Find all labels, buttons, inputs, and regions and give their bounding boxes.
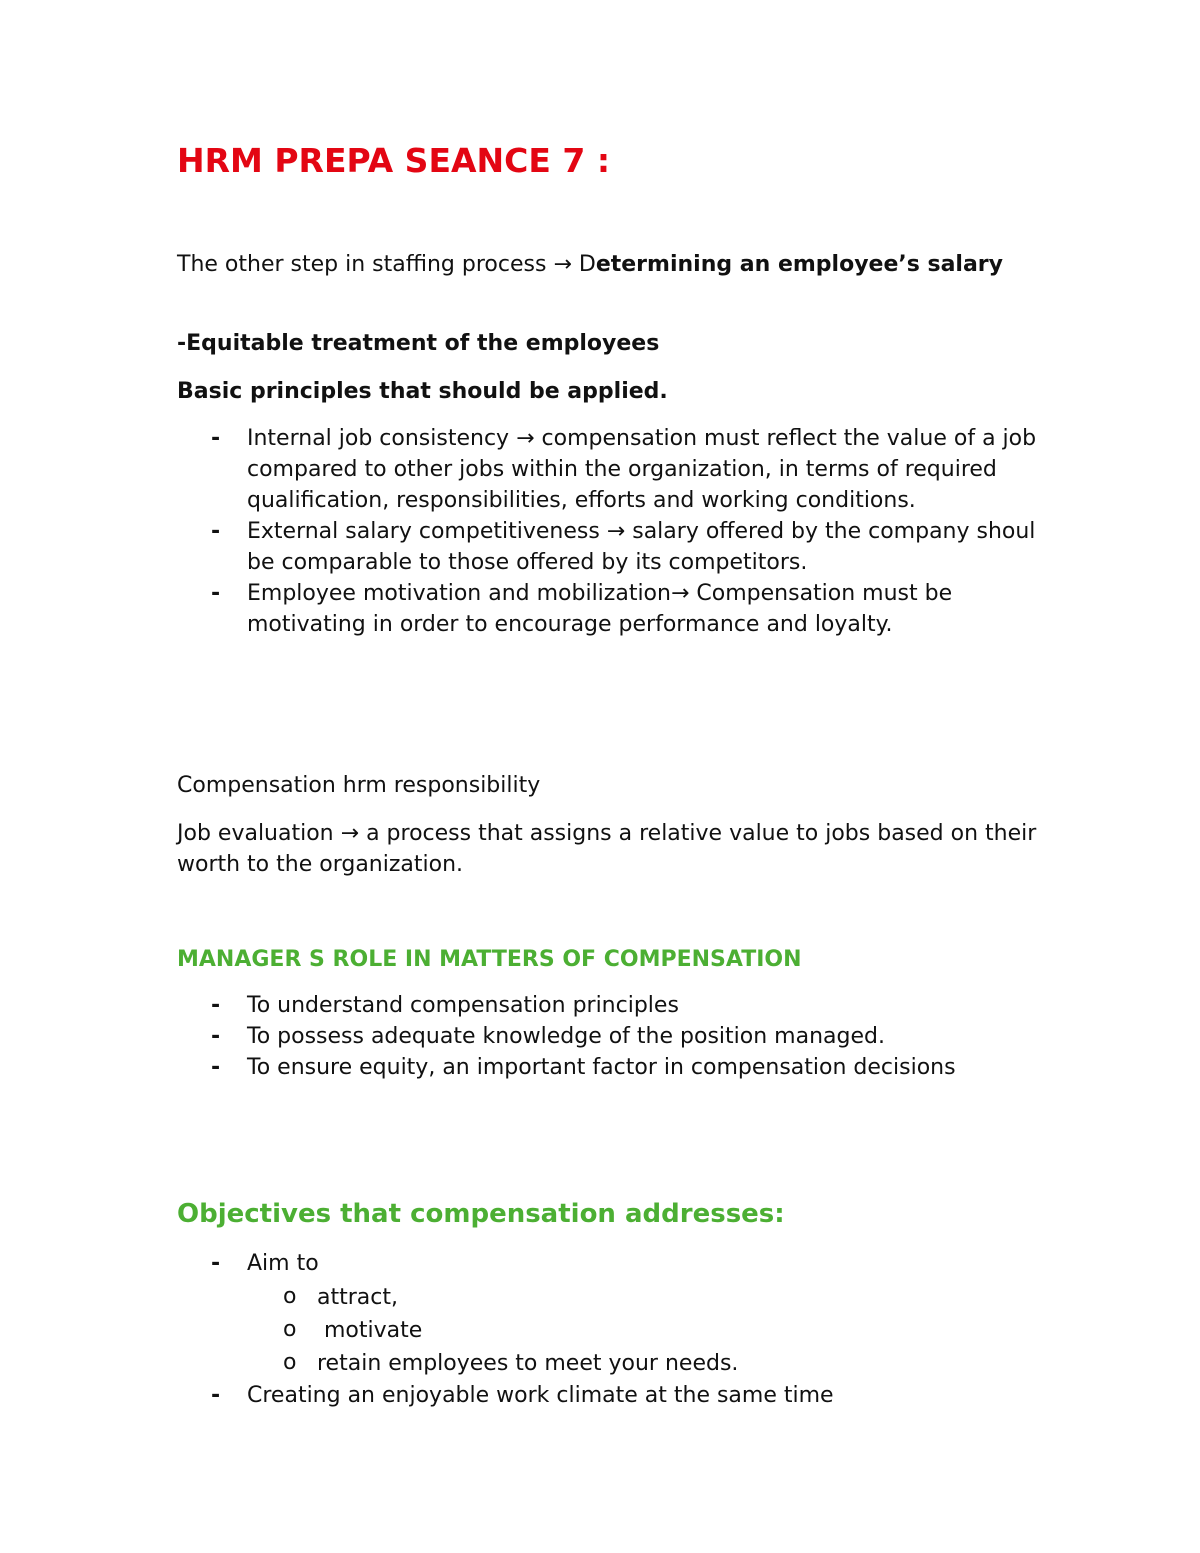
job-evaluation-term: Job evaluation — [177, 821, 334, 846]
job-evaluation-paragraph — [177, 818, 1037, 880]
objective-item — [177, 1248, 1057, 1380]
objective-subitem: o retain employees to meet your needs. — [247, 1347, 1057, 1380]
principle-item — [177, 423, 1057, 516]
arrow-icon: → — [553, 252, 572, 277]
objective-sublist — [247, 1281, 1057, 1380]
manager-role-item: - To ensure equity, an important factor in compensation decisions — [177, 1052, 1057, 1083]
objectives-list — [177, 1248, 1057, 1411]
compensation-responsibility: Compensation hrm responsibility — [177, 773, 541, 798]
manager-role-list — [177, 990, 1057, 1083]
arrow-icon: → — [606, 519, 626, 544]
manager-role-heading: MANAGER S ROLE IN MATTERS OF COMPENSATION — [177, 947, 802, 972]
arrow-icon: → — [516, 426, 535, 451]
job-evaluation-text: a process that assigns a relative value to jobs based on their worth to the organization. — [177, 821, 1037, 877]
objective-subitem: o attract, — [247, 1281, 1057, 1314]
principles-list — [177, 423, 1057, 640]
intro-bold-initial: D — [578, 252, 596, 277]
principle-item — [177, 516, 1057, 578]
principle-text: compensation must reflect the value of a job compared to other jobs within the organization, in terms of required qualification, responsibilities, efforts and working conditions. — [247, 426, 1037, 513]
objective-item: - Creating an enjoyable work climate at the same time — [177, 1380, 1057, 1411]
principle-term: Employee motivation and mobilization — [247, 581, 671, 606]
intro-paragraph — [177, 249, 1037, 280]
principles-heading: Basic principles that should be applied. — [177, 379, 668, 404]
intro-prefix: The other step in staffing process — [177, 252, 547, 277]
page-title: HRM PREPA SEANCE 7 : — [177, 141, 611, 180]
principle-term: Internal job consistency — [247, 426, 510, 451]
objective-aim: Aim to — [247, 1251, 319, 1276]
arrow-icon: → — [340, 821, 360, 846]
arrow-icon: → — [670, 581, 690, 606]
objectives-heading: Objectives that compensation addresses: — [177, 1199, 785, 1229]
equitable-line: -Equitable treatment of the employees — [177, 331, 660, 356]
principle-item — [177, 578, 1057, 640]
objective-subitem: o motivate — [247, 1314, 1057, 1347]
manager-role-item: - To understand compensation principles — [177, 990, 1057, 1021]
principle-term: External salary competitiveness — [247, 519, 600, 544]
principle-text: Compensation must be motivating in order to encourage performance and loyalty. — [247, 581, 953, 637]
manager-role-item: - To possess adequate knowledge of the position managed. — [177, 1021, 1057, 1052]
intro-bold-rest: etermining an employee’s salary — [595, 252, 1003, 277]
principle-text: salary offered by the company shoul be comparable to those offered by its competitors. — [247, 519, 1036, 575]
